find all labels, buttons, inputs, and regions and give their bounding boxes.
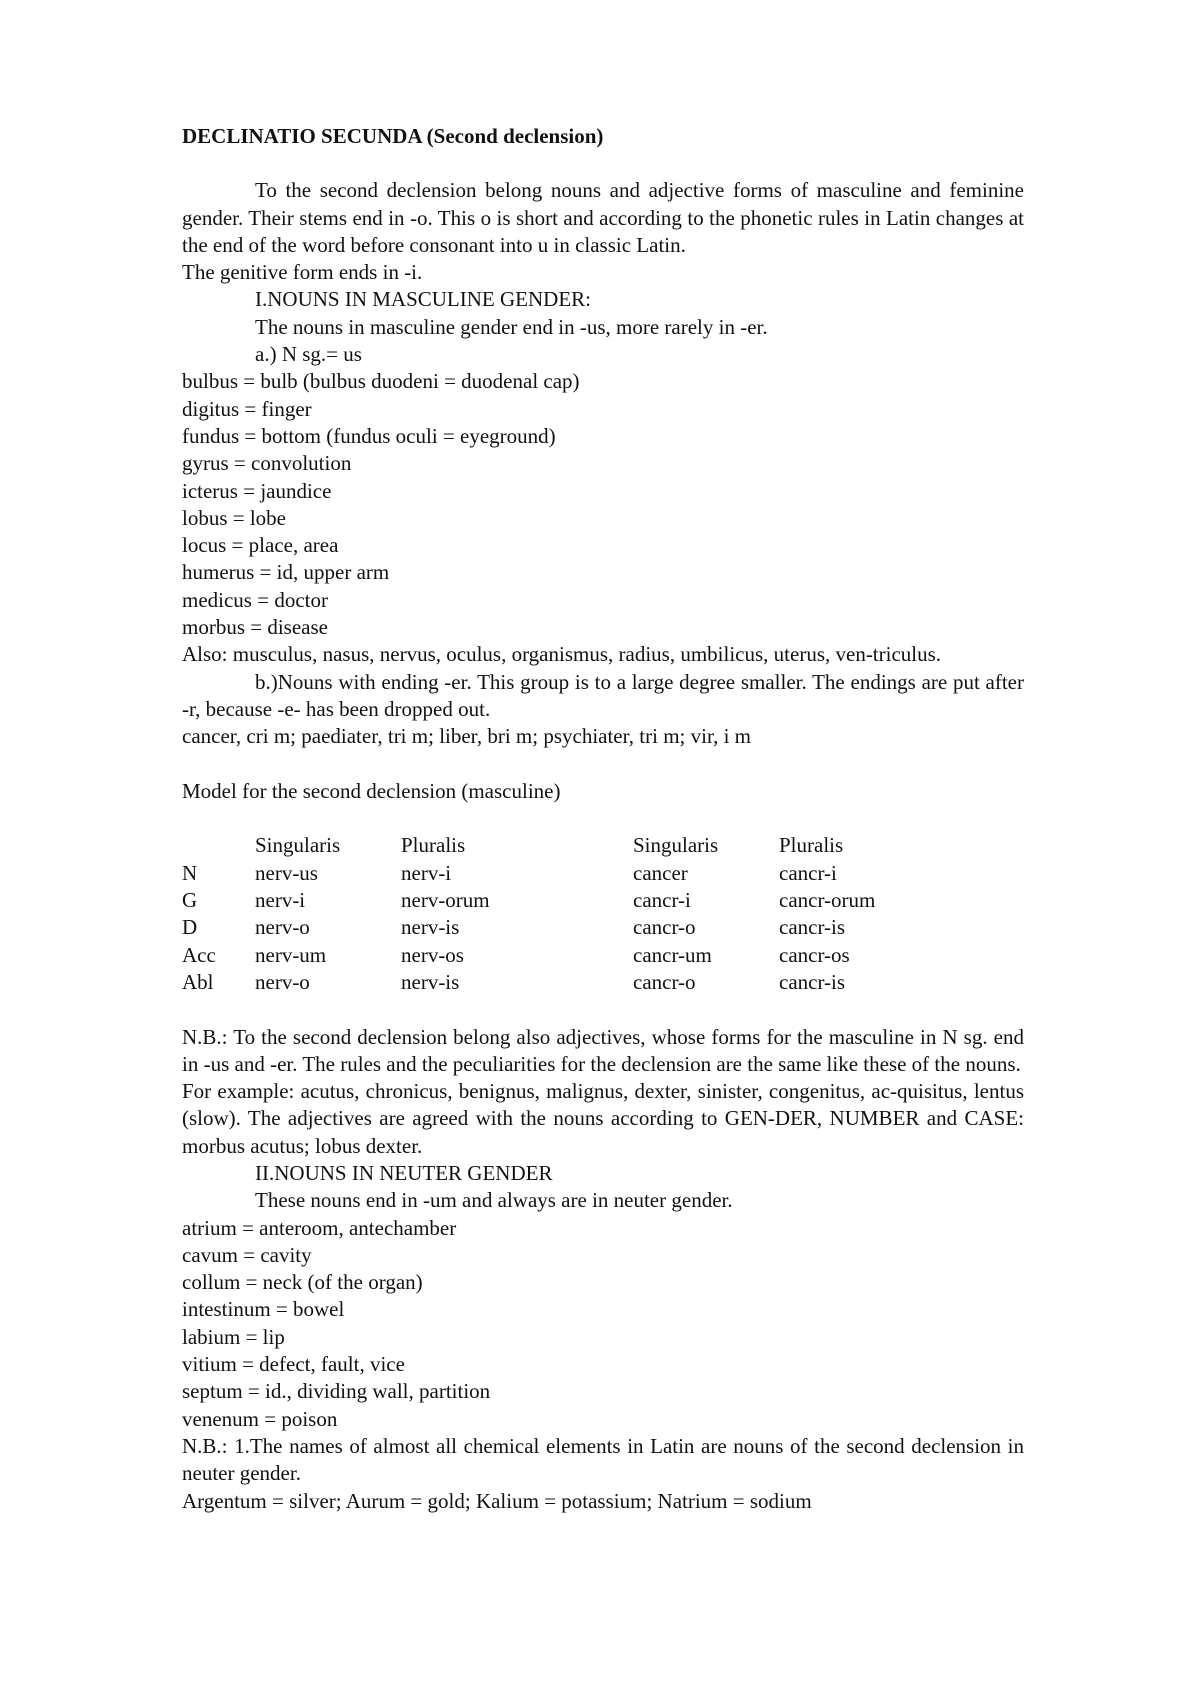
subsection-b-paragraph: b.)Nouns with ending -er. This group is to a large degree smaller. The endings are put after -r, because -e- has been dropped out. [182, 669, 1024, 721]
table-header-cell: Pluralis [401, 833, 466, 858]
table-header-row [182, 832, 939, 859]
case-label: G [182, 888, 198, 913]
word-entry: locus = place, area [182, 533, 339, 558]
masculine-description: The nouns in masculine gender end in -us, more rarely in -er. [255, 314, 768, 339]
masculine-word-list [182, 368, 1024, 641]
table-cell: nerv-us [255, 860, 318, 885]
neuter-word-list [182, 1215, 1024, 1433]
word-entry: lobus = lobe [182, 505, 287, 530]
table-cell: cancer [633, 860, 688, 885]
table-cell: nerv-is [401, 969, 460, 994]
word-entry: bulbus = bulb (bulbus duodeni = duodenal cap) [182, 369, 580, 394]
table-cell: cancr-os [779, 942, 850, 967]
word-entry: icterus = jaundice [182, 478, 332, 503]
case-label: D [182, 915, 198, 940]
document-page [182, 123, 1024, 1515]
genitive-line: The genitive form ends in -i. [182, 260, 423, 285]
neuter-description: These nouns end in -um and always are in neuter gender. [255, 1188, 733, 1213]
word-entry: humerus = id, upper arm [182, 560, 390, 585]
nb-adjectives-paragraph: N.B.: To the second declension belong also adjectives, whose forms for the masculine in N sg. end in -us and -er. The rules and the peculiarities for the declension are the same like these of the nouns. [182, 1024, 1024, 1076]
er-word-list: cancer, cri m; paediater, tri m; liber, bri m; psychiater, tri m; vir, i m [182, 724, 752, 749]
word-entry: intestinum = bowel [182, 1297, 345, 1322]
word-entry: digitus = finger [182, 396, 312, 421]
table-cell: cancr-um [633, 942, 712, 967]
example-paragraph: For example: acutus, chronicus, benignus, malignus, dexter, sinister, congenitus, ac-quisitus, lentus (slow). The adjectives are agreed with the nouns according to GEN-DER, NUMBER and CASE: morbus acutus; lobus dexter. [182, 1079, 1024, 1158]
table-cell: cancr-is [779, 915, 846, 940]
table-header-cell: Pluralis [779, 833, 844, 858]
table-cell: cancr-i [633, 888, 691, 913]
word-entry: fundus = bottom (fundus oculi = eyeground) [182, 423, 556, 448]
section-heading-masculine: I.NOUNS IN MASCULINE GENDER: [255, 287, 591, 312]
spacer [182, 751, 1024, 778]
word-entry: medicus = doctor [182, 587, 328, 612]
table-header-cell: Singularis [633, 833, 719, 858]
nb-elements-paragraph: N.B.: 1.The names of almost all chemical elements in Latin are nouns of the second declension in neuter gender. [182, 1433, 1024, 1486]
table-cell: nerv-o [255, 969, 310, 994]
word-entry: labium = lip [182, 1324, 285, 1349]
table-header-cell: Singularis [255, 833, 341, 858]
elements-list: Argentum = silver; Aurum = gold; Kalium = potassium; Natrium = sodium [182, 1488, 812, 1513]
table-row [182, 969, 939, 996]
word-entry: atrium = anteroom, antechamber [182, 1215, 457, 1240]
word-entry: collum = neck (of the organ) [182, 1270, 423, 1295]
table-cell: cancr-is [779, 969, 846, 994]
table-cell: nerv-i [255, 888, 306, 913]
table-cell: cancr-i [779, 860, 837, 885]
table-row [182, 942, 939, 969]
subsection-a-label: a.) N sg.= us [255, 342, 362, 367]
word-entry: septum = id., dividing wall, partition [182, 1379, 491, 1404]
table-cell: nerv-os [401, 942, 464, 967]
word-entry: vitium = defect, fault, vice [182, 1352, 405, 1377]
document-title: DECLINATIO SECUNDA (Second declension) [182, 124, 604, 148]
case-label: Acc [182, 942, 216, 967]
case-label: Abl [182, 969, 214, 994]
section-heading-neuter: II.NOUNS IN NEUTER GENDER [255, 1160, 553, 1185]
word-entry: gyrus = convolution [182, 451, 352, 476]
model-heading: Model for the second declension (masculine) [182, 778, 561, 803]
table-cell: nerv-o [255, 915, 310, 940]
table-cell: nerv-i [401, 860, 452, 885]
table-cell: nerv-um [255, 942, 327, 967]
table-header-cell [182, 832, 255, 859]
table-cell: nerv-orum [401, 888, 490, 913]
spacer [182, 996, 1024, 1023]
declension-table [182, 832, 939, 996]
word-entry: morbus = disease [182, 615, 328, 640]
table-cell: cancr-orum [779, 888, 876, 913]
table-cell: cancr-o [633, 915, 696, 940]
table-cell: nerv-is [401, 915, 460, 940]
intro-paragraph: To the second declension belong nouns and adjective forms of masculine and feminine gender. Their stems end in -o. This o is short and according to the phonetic rules in Latin changes at the end of the word before consonant into u in classic Latin. [182, 178, 1024, 257]
table-row [182, 914, 939, 941]
table-cell: cancr-o [633, 969, 696, 994]
word-entry: venenum = poison [182, 1406, 338, 1431]
spacer [182, 805, 1024, 832]
also-paragraph: Also: musculus, nasus, nervus, oculus, organismus, radius, umbilicus, uterus, ven-triculus. [182, 642, 942, 667]
word-entry: cavum = cavity [182, 1242, 312, 1267]
table-row [182, 887, 939, 914]
case-label: N [182, 860, 198, 885]
table-row [182, 860, 939, 887]
